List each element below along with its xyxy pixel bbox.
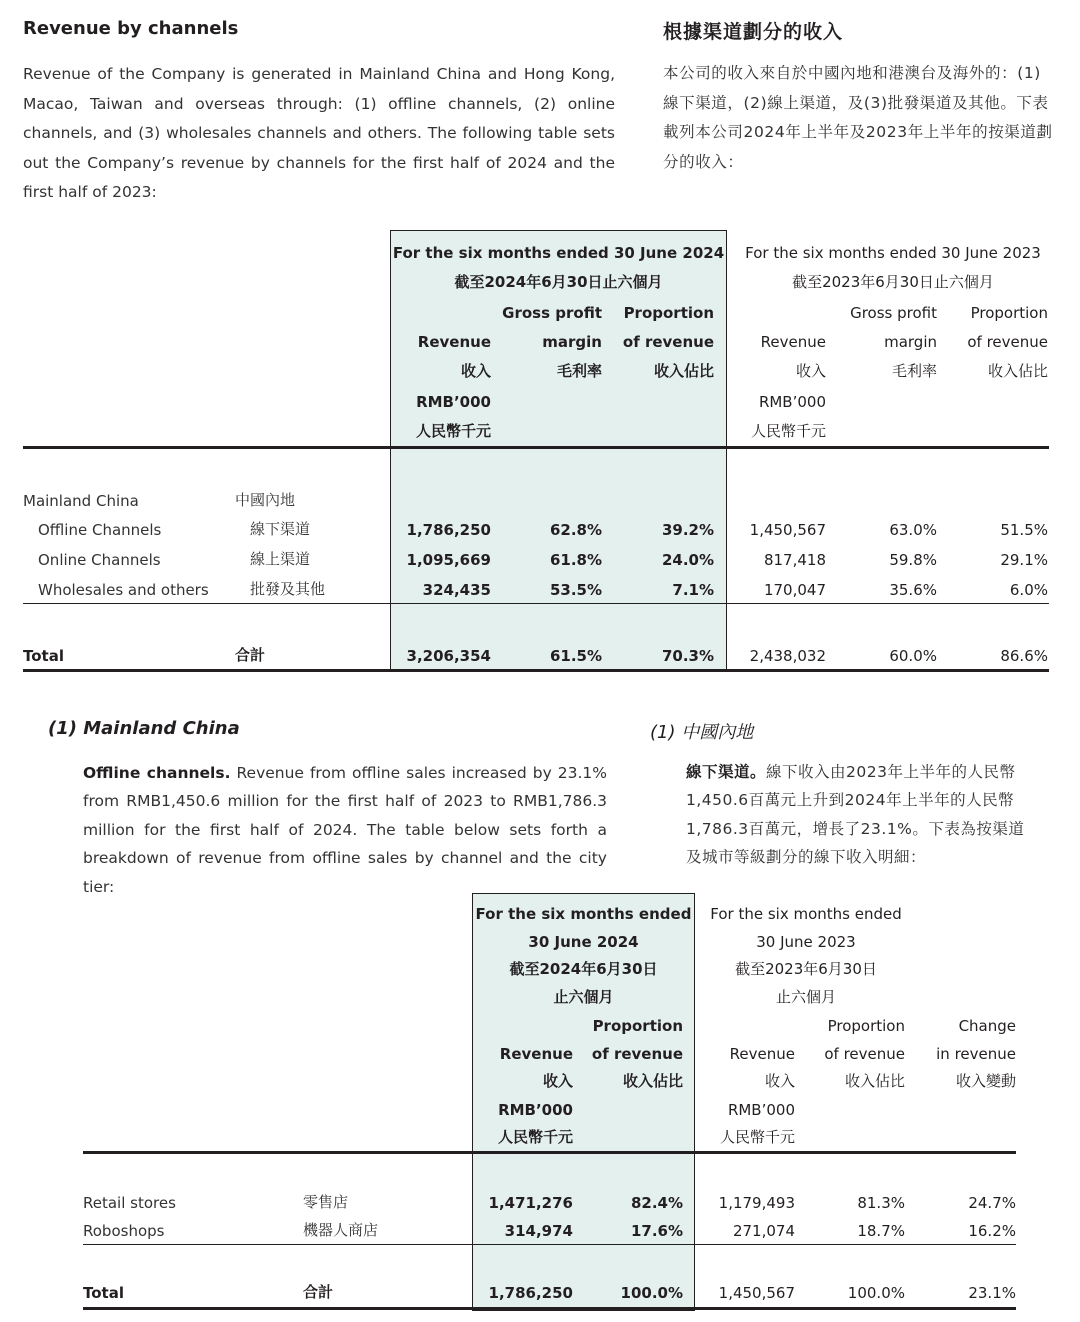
table1-period-2024-en: For the six months ended 30 June 2024 [392, 244, 725, 262]
total-label-en: Total [83, 1284, 124, 1302]
table1-revenue-2024-label-zh: 收入 [460, 362, 491, 380]
section-heading-en: Revenue by channels [23, 18, 239, 39]
section-heading-zh: 根據渠道劃分的收入 [663, 21, 844, 43]
row-revenue-2024: 1,471,276 [488, 1194, 573, 1212]
table2-prop-2024-label1: Proportion [592, 1017, 683, 1035]
subsection-title-en: (1) Mainland China [48, 718, 240, 739]
table2-prop-2024-label-zh: 收入佔比 [622, 1072, 683, 1090]
row-gpm-2024: 53.5% [549, 581, 602, 599]
table1-group-label-zh: 中國內地 [235, 491, 296, 509]
table1-unit-2024-en: RMB’000 [416, 393, 491, 411]
row-revenue-2023: 1,450,567 [749, 521, 826, 539]
row-prop-2023: 29.1% [1000, 551, 1048, 569]
table1-prop-2023-label1: Proportion [970, 304, 1048, 322]
table1-gpm-2023-label2: margin [884, 333, 937, 351]
offline-lead-zh: 線下渠道。 [686, 763, 767, 781]
row-revenue-2024: 324,435 [422, 581, 491, 599]
total-change: 23.1% [968, 1284, 1016, 1302]
table2-period-2024-line3: 截至2024年6月30日 [509, 960, 658, 978]
total-label-zh: 合計 [235, 646, 266, 664]
table2-unit-2023-zh: 人民幣千元 [719, 1128, 795, 1146]
row-label-zh: 線下渠道 [250, 520, 311, 538]
row-prop-2023: 51.5% [1000, 521, 1048, 539]
offline-body-zh: 線下收入由2023年上半年的人民幣1,450.6百萬元上升到2024年上半年的人民幣1,786.3百萬元，增長了23.1%。下表為按渠道及城市等級劃分的線下收入明細： [686, 763, 1025, 867]
row-prop-2024: 17.6% [630, 1222, 683, 1240]
total-prop-2023: 100.0% [847, 1284, 905, 1302]
table1-period-2023-zh: 截至2023年6月30日止六個月 [792, 273, 994, 291]
row-revenue-2024: 1,095,669 [406, 551, 491, 569]
row-gpm-2024: 61.8% [549, 551, 602, 569]
table2-subtotal-rule [83, 1244, 1016, 1245]
table2-revenue-2024-label-zh: 收入 [542, 1072, 573, 1090]
table1-period-2024-zh: 截至2024年6月30日止六個月 [454, 273, 663, 291]
row-label-en: Wholesales and others [38, 581, 209, 599]
row-label-zh: 零售店 [303, 1193, 349, 1211]
table2-period-2023-line1: For the six months ended [710, 905, 902, 923]
row-label-en: Offline Channels [38, 521, 162, 539]
table1-gpm-2023-label1: Gross profit [850, 304, 937, 322]
subsection-title-zh: (1) 中國內地 [650, 722, 754, 743]
table1-prop-2024-label2: of revenue [622, 333, 714, 351]
table2-prop-2023-label2: of revenue [824, 1045, 905, 1063]
total-revenue-2023: 2,438,032 [749, 647, 826, 665]
total-label-en: Total [23, 647, 64, 665]
table1-prop-2024-label-zh: 收入佔比 [653, 362, 714, 380]
table1-revenue-2023-label: Revenue [760, 333, 826, 351]
offline-body-en: Revenue from offline sales increased by 23.1% from RMB1,450.6 million for the first half of 2023 to RMB1,786.3 million for the first half of 2024. The table below sets forth a breakdown of revenue from offline sales by channel and the city tier: [83, 764, 607, 896]
row-prop-2024: 82.4% [630, 1194, 683, 1212]
table1-unit-2023-zh: 人民幣千元 [750, 422, 826, 440]
table1-prop-2023-label2: of revenue [967, 333, 1048, 351]
total-prop-2023: 86.6% [1000, 647, 1048, 665]
row-gpm-2024: 62.8% [549, 521, 602, 539]
table1-prop-2023-label-zh: 收入佔比 [987, 362, 1048, 380]
total-label-zh: 合計 [303, 1283, 334, 1301]
row-prop-2023: 18.7% [857, 1222, 905, 1240]
row-label-zh: 機器人商店 [303, 1221, 379, 1239]
table1-prop-2024-label1: Proportion [623, 304, 714, 322]
table2-prop-2023-label1: Proportion [827, 1017, 905, 1035]
table1-subtotal-rule [23, 603, 1049, 604]
table1-bottom-rule [23, 669, 1049, 672]
row-gpm-2023: 59.8% [889, 551, 937, 569]
total-revenue-2023: 1,450,567 [718, 1284, 795, 1302]
row-label-en: Online Channels [38, 551, 161, 569]
table1-gpm-2024-label2: margin [542, 333, 602, 351]
total-prop-2024: 100.0% [620, 1284, 683, 1302]
total-revenue-2024: 3,206,354 [406, 647, 491, 665]
table2-prop-2023-label-zh: 收入佔比 [844, 1072, 905, 1090]
table2-header-rule [83, 1151, 1016, 1154]
row-label-zh: 批發及其他 [250, 580, 326, 598]
row-label-zh: 線上渠道 [250, 550, 311, 568]
row-revenue-2023: 1,179,493 [718, 1194, 795, 1212]
table2-unit-2024-zh: 人民幣千元 [497, 1128, 573, 1146]
table2-period-2023-line3: 截至2023年6月30日 [735, 960, 877, 978]
table2-unit-2024-en: RMB’000 [498, 1101, 573, 1119]
row-gpm-2023: 35.6% [889, 581, 937, 599]
table2-period-2023-line4: 止六個月 [775, 988, 836, 1006]
table2-period-2024-line4: 止六個月 [553, 988, 614, 1006]
intro-paragraph-en: Revenue of the Company is generated in Mainland China and Hong Kong, Macao, Taiwan and overseas through: (1) offline channels, (2) online channels, and (3) wholesales channels and others. The following table sets out the Company’s revenue by channels for the first half of 2024 and the first half of 2023: [23, 65, 615, 202]
offline-lead-en: Offline channels. [83, 764, 231, 782]
table2-period-2024-line2: 30 June 2024 [528, 933, 639, 951]
table2-change-label2: in revenue [936, 1045, 1016, 1063]
table1-gpm-2024-label1: Gross profit [502, 304, 602, 322]
table1-unit-2023-en: RMB’000 [758, 393, 826, 411]
total-gpm-2024: 61.5% [549, 647, 602, 665]
total-revenue-2024: 1,786,250 [488, 1284, 573, 1302]
table2-revenue-2023-label: Revenue [729, 1045, 795, 1063]
table1-group-label-en: Mainland China [23, 492, 139, 510]
table1-header-rule [23, 446, 1049, 449]
table1-gpm-2023-label-zh: 毛利率 [891, 362, 937, 380]
row-label-en: Roboshops [83, 1222, 165, 1240]
table1-unit-2024-zh: 人民幣千元 [415, 422, 491, 440]
total-prop-2024: 70.3% [661, 647, 714, 665]
row-prop-2024: 7.1% [672, 581, 714, 599]
table1-gpm-2024-label-zh: 毛利率 [556, 362, 602, 380]
table2-period-2024-line1: For the six months ended [475, 905, 692, 923]
table2-change-label1: Change [958, 1017, 1016, 1035]
row-prop-2023: 81.3% [857, 1194, 905, 1212]
table2-bottom-rule [83, 1307, 1016, 1310]
row-change: 16.2% [968, 1222, 1016, 1240]
table1-period-2023-en: For the six months ended 30 June 2023 [745, 244, 1041, 262]
row-prop-2023: 6.0% [1009, 581, 1048, 599]
row-gpm-2023: 63.0% [889, 521, 937, 539]
table2-prop-2024-label2: of revenue [591, 1045, 683, 1063]
row-change: 24.7% [968, 1194, 1016, 1212]
table2-revenue-2024-label: Revenue [499, 1045, 573, 1063]
total-gpm-2023: 60.0% [889, 647, 937, 665]
row-revenue-2024: 314,974 [504, 1222, 573, 1240]
row-revenue-2024: 1,786,250 [406, 521, 491, 539]
offline-paragraph-en [83, 759, 607, 901]
table2-change-label-zh: 收入變動 [955, 1072, 1016, 1090]
table1-revenue-2024-label: Revenue [417, 333, 491, 351]
table1-revenue-2023-label-zh: 收入 [795, 362, 826, 380]
table2-revenue-2023-label-zh: 收入 [764, 1072, 795, 1090]
table2-unit-2023-en: RMB’000 [727, 1101, 795, 1119]
row-revenue-2023: 170,047 [763, 581, 826, 599]
row-revenue-2023: 817,418 [763, 551, 826, 569]
row-label-en: Retail stores [83, 1194, 176, 1212]
row-prop-2024: 39.2% [661, 521, 714, 539]
table2-period-2023-line2: 30 June 2023 [756, 933, 856, 951]
row-prop-2024: 24.0% [661, 551, 714, 569]
intro-paragraph-zh: 本公司的收入來自於中國內地和港澳台及海外的：(1)線下渠道，(2)線上渠道，及(3)批發渠道及其他。下表載列本公司2024年上半年及2023年上半年的按渠道劃分的收入： [663, 64, 1053, 171]
row-revenue-2023: 271,074 [732, 1222, 795, 1240]
offline-paragraph-zh [686, 758, 1032, 872]
